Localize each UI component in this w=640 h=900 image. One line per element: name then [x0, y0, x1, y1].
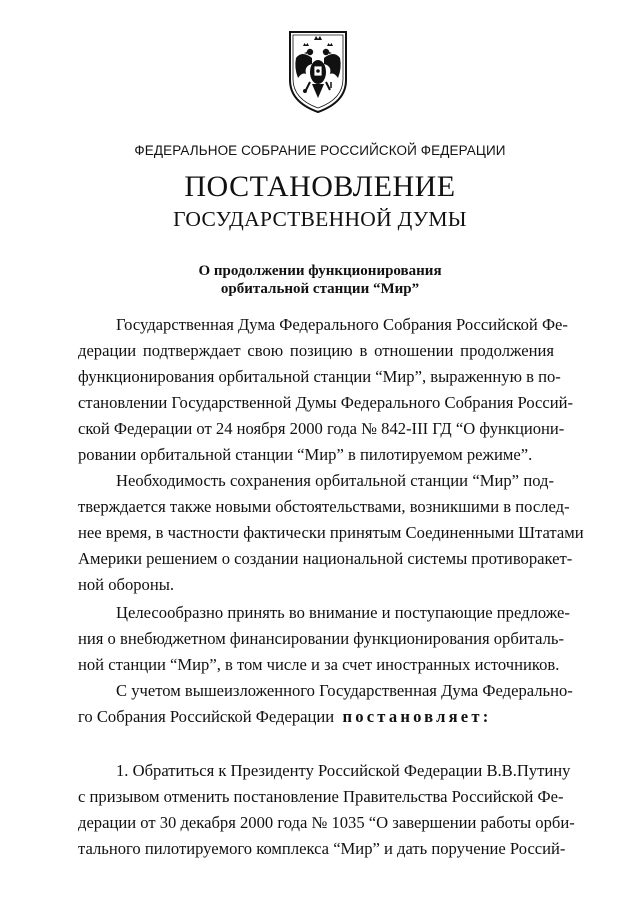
paragraph-line: тверждается также новыми обстоятельствами, возникшими в послед-: [78, 497, 570, 516]
list-item-line: 1. Обратиться к Президенту Российской Федерации В.В.Путину: [116, 761, 571, 780]
paragraph-line: функционирования орбитальной станции “Мир”, выраженную в по-: [78, 367, 561, 386]
paragraph-line: Государственная Дума Федерального Собрания Российской Фе-: [116, 315, 568, 334]
coat-of-arms-emblem-icon: [286, 28, 350, 114]
paragraph-line: ной обороны.: [78, 575, 175, 594]
assembly-name: ФЕДЕРАЛЬНОЕ СОБРАНИЕ РОССИЙСКОЙ ФЕДЕРАЦИИ: [134, 143, 506, 158]
paragraph-text: го Собрания Российской Федерации: [78, 707, 335, 726]
paragraph-line: С учетом вышеизложенного Государственная Дума Федерально-: [116, 681, 573, 700]
document-issuer: ГОСУДАРСТВЕННОЙ ДУМЫ: [173, 207, 467, 231]
paragraph-line: становлении Государственной Думы Федерального Собрания Россий-: [78, 393, 574, 412]
paragraph-line: ния о внебюджетном финансировании функционирования орбиталь-: [78, 629, 565, 648]
paragraph-line: Целесообразно принять во внимание и поступающие предложе-: [116, 603, 570, 622]
paragraph-line: Необходимость сохранения орбитальной станции “Мир” под-: [116, 471, 554, 490]
paragraph-line: нее время, в частности фактически принятым Соединенными Штатами: [78, 523, 584, 542]
list-item-line: с призывом отменить постановление Правительства Российской Фе-: [78, 787, 564, 806]
document-type-title: ПОСТАНОВЛЕНИЕ: [184, 170, 456, 203]
paragraph-line: ровании орбитальной станции “Мир” в пилотируемом режиме”.: [78, 445, 533, 464]
list-item-line: тального пилотируемого комплекса “Мир” и дать поручение Россий-: [78, 839, 566, 858]
paragraph-line: ской Федерации от 24 ноября 2000 года № 842-III ГД “О функциони-: [78, 419, 565, 438]
list-item-line: дерации от 30 декабря 2000 года № 1035 “О завершении работы орби-: [78, 813, 575, 832]
paragraph-line: Америки решением о создании национальной системы противоракет-: [78, 549, 573, 568]
paragraph-line: ной станции “Мир”, в том числе и за счет иностранных источников.: [78, 655, 560, 674]
document-subject: [0, 262, 640, 298]
subject-line: О продолжении функционирования: [198, 263, 442, 279]
paragraph-line: [78, 704, 554, 730]
subject-line: орбитальной станции “Мир”: [220, 281, 420, 297]
paragraph-line: дерации подтверждает свою позицию в отношении продолжения: [78, 341, 554, 360]
decree-keyword: постановляет:: [342, 707, 492, 726]
